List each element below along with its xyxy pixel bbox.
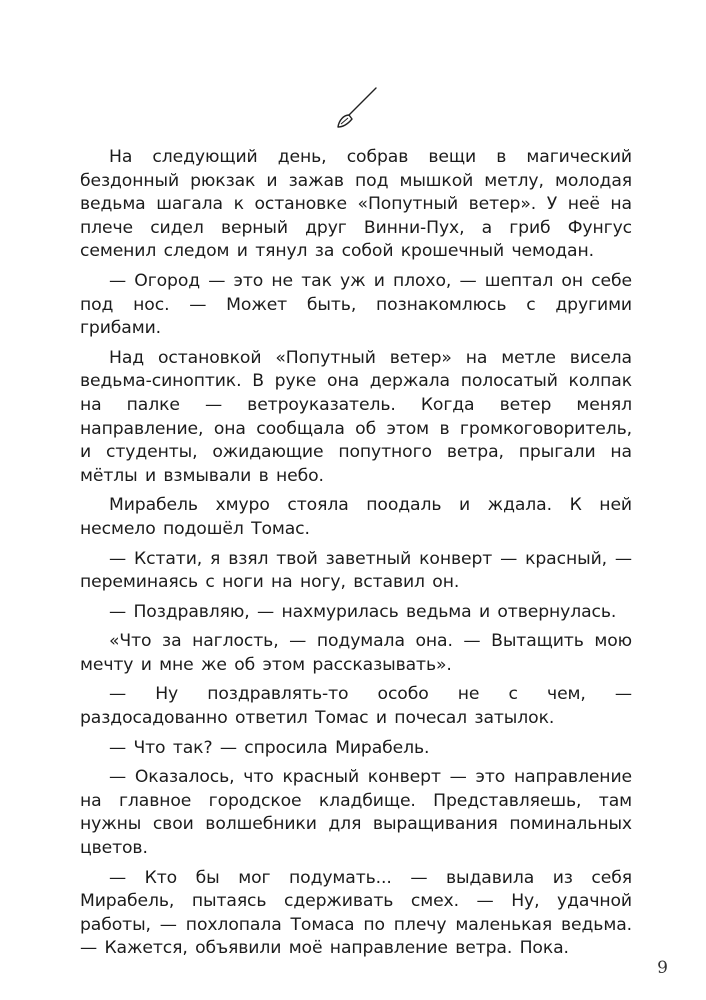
paragraph: — Оказалось, что красный конверт — это направление на главное городское кладбище. Представляешь, там нужны свои волшебники для выращивания поминальных цветов. (80, 767, 632, 859)
body-text (80, 146, 632, 967)
paragraph: На следующий день, собрав вещи в магический бездонный рюкзак и зажав под мышкой метлу, молодая ведьма шагала к остановке «Попутный ветер». У неё на плече сидел верный друг Винни-Пух, а гриб Фунгус семенил следом и тянул за собой крошечный чемодан. (80, 147, 632, 262)
paragraph: Мирабель хмуро стояла поодаль и ждала. К ней несмело подошёл Томас. (80, 495, 632, 539)
broom-icon (330, 86, 380, 136)
paragraph: — Что так? — спросила Мирабель. (109, 737, 430, 758)
paragraph: — Поздравляю, — нахмурилась ведьма и отвернулась. (109, 601, 617, 622)
paragraph: — Ну поздравлять-то особо не с чем, — раздосадованно ответил Томас и почесал затылок. (80, 684, 632, 729)
paragraph: «Что за наглость, — подумала она. — Вытащить мою мечту и мне же об этом рассказывать». (80, 631, 632, 675)
paragraph: — Кто бы мог подумать... — выдавила из себя Мирабель, пытаясь сдерживать смех. — Ну, удачной работы, — похлопала Томаса по плечу маленькая ведьма. — Кажется, объявили моё направление ветра. Пока. (80, 867, 632, 959)
paragraph: — Огород — это не так уж и плохо, — шептал он себе под нос. — Может быть, познакомлюсь с другими грибами. (80, 270, 632, 339)
page-number: 9 (657, 958, 668, 978)
paragraph: Над остановкой «Попутный ветер» на метле висела ведьма-синоптик. В руке она держала полосатый колпак на палке — ветроуказатель. Когда ветер менял направление, она сообщала об этом в громкоговоритель, и студенты, ожидающие попутного ветра, прыгали на мётлы и взмывали в небо. (80, 347, 632, 486)
paragraph: — Кстати, я взял твой заветный конверт — красный, — переминаясь с ноги на ногу, вставил он. (80, 548, 632, 593)
